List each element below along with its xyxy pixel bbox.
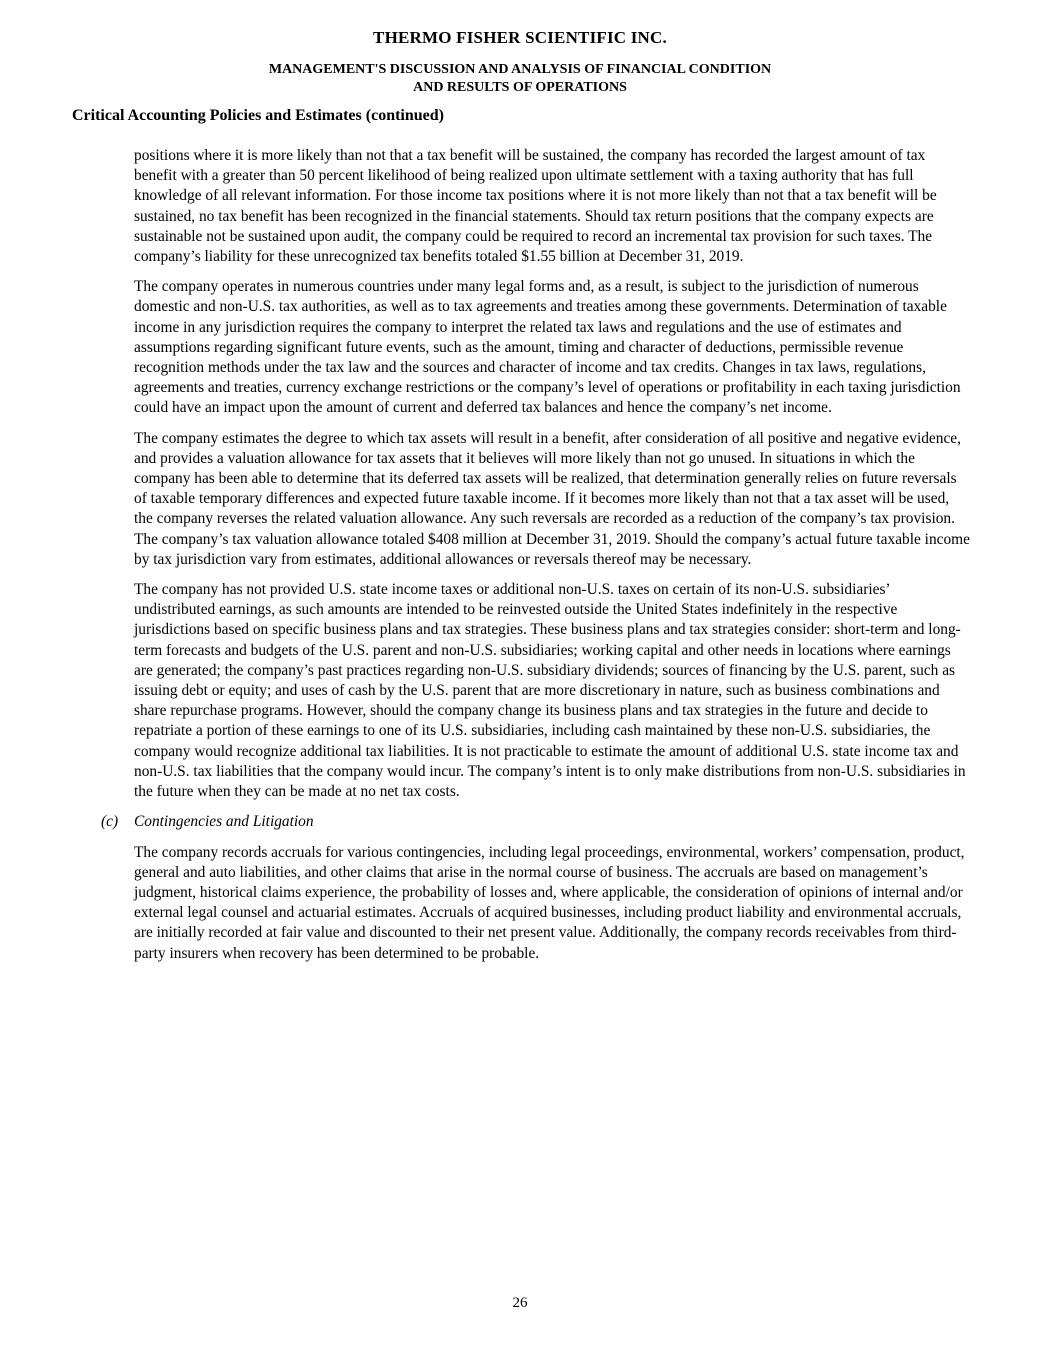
paragraph-contingencies: The company records accruals for various contingencies, including legal proceedings, environmental, workers’ compensation, product, general and auto liabilities, and other claims that arise in the normal course of business. The accruals are based on management’s judgment, historical claims experience, the probability of losses and, where applicable, the consideration of opinions of internal and/or external legal counsel and actuarial estimates. Accruals of acquired businesses, including product liability and environmental accruals, are initially recorded at fair value and discounted to their net present value. Additionally, the company records receivables from third-party insurers when recovery has been determined to be probable. xyxy=(134,843,965,962)
subsection-title: Contingencies and Litigation xyxy=(134,813,314,831)
report-subtitle-line-2: AND RESULTS OF OPERATIONS xyxy=(413,80,627,95)
report-subtitle xyxy=(0,61,1040,97)
company-name: THERMO FISHER SCIENTIFIC INC. xyxy=(373,28,667,47)
paragraph-tax-positions: positions where it is more likely than not that a tax benefit will be sustained, the company has recorded the largest amount of tax benefit with a greater than 50 percent likelihood of being realized upon ultimate settlement with a taxing authority that has full knowledge of all relevant information. For those income tax positions where it is not more likely than not that a tax benefit will be sustained, no tax benefit has been recognized in the financial statements. Should tax return positions that the company expects are sustainable not be sustained upon audit, the company could be required to record an incremental tax provision for such taxes. The company’s liability for these unrecognized tax benefits totaled $1.55 billion at December 31, 2019. xyxy=(134,147,937,266)
subsection-heading xyxy=(101,812,937,832)
page-number: 26 xyxy=(512,1295,528,1311)
paragraph-undistributed-earnings: The company has not provided U.S. state income taxes or additional non-U.S. taxes on certain of its non-U.S. subsidiaries’ undistributed earnings, as such amounts are intended to be reinvested outside the United States indefinitely in the respective jurisdictions based on specific business plans and tax strategies. These business plans and tax strategies consider: short-term and long-term forecasts and budgets of the U.S. parent and non-U.S. subsidiaries; working capital and other needs in locations where earnings are generated; the company’s past practices regarding non-U.S. subsidiary dividends; sources of financing by the U.S. parent, such as issuing debt or equity; and uses of cash by the U.S. parent that are more discretionary in nature, such as business combinations and share repurchase programs. However, should the company change its business plans and tax strategies in the future and decide to repatriate a portion of these earnings to one of its U.S. subsidiaries, including cash maintained by these non-U.S. subsidiaries, the company would recognize additional tax liabilities. It is not practicable to estimate the amount of additional U.S. state income tax and non-U.S. tax liabilities that the company would incur. The company’s intent is to only make distributions from non-U.S. subsidiaries in the future when they can be made at no net tax costs. xyxy=(134,581,966,801)
report-subtitle-line-1: MANAGEMENT'S DISCUSSION AND ANALYSIS OF FINANCIAL CONDITION xyxy=(268,62,772,77)
paragraph-jurisdictions: The company operates in numerous countries under many legal forms and, as a result, is subject to the jurisdiction of numerous domestic and non-U.S. tax authorities, as well as to tax agreements and treaties among these governments. Determination of taxable income in any jurisdiction requires the company to interpret the related tax laws and regulations and the use of estimates and assumptions regarding significant future events, such as the amount, timing and character of deductions, permissible revenue recognition methods under the tax law and the sources and character of income and tax credits. Changes in tax laws, regulations, agreements and treaties, currency exchange restrictions or the company’s level of operations or profitability in each taxing jurisdiction could have an impact upon the amount of current and deferred tax balances and hence the company’s net income. xyxy=(134,278,961,417)
subsection-label: (c) xyxy=(101,813,119,831)
section-heading: Critical Accounting Policies and Estimates (continued) xyxy=(72,107,444,124)
document-body xyxy=(101,146,970,974)
paragraph-valuation-allowance: The company estimates the degree to which tax assets will result in a benefit, after consideration of all positive and negative evidence, and provides a valuation allowance for tax assets that it believes will more likely than not go unused. In situations in which the company has been able to determine that its deferred tax assets will be realized, that determination generally relies on future reversals of taxable temporary differences and expected future taxable income. If it becomes more likely than not that a tax asset will be used, the company reverses the related valuation allowance. Any such reversals are recorded as a reduction of the company’s tax provision. The company’s tax valuation allowance totaled $408 million at December 31, 2019. Should the company’s actual future taxable income by tax jurisdiction vary from estimates, additional allowances or reversals thereof may be necessary. xyxy=(134,429,970,568)
